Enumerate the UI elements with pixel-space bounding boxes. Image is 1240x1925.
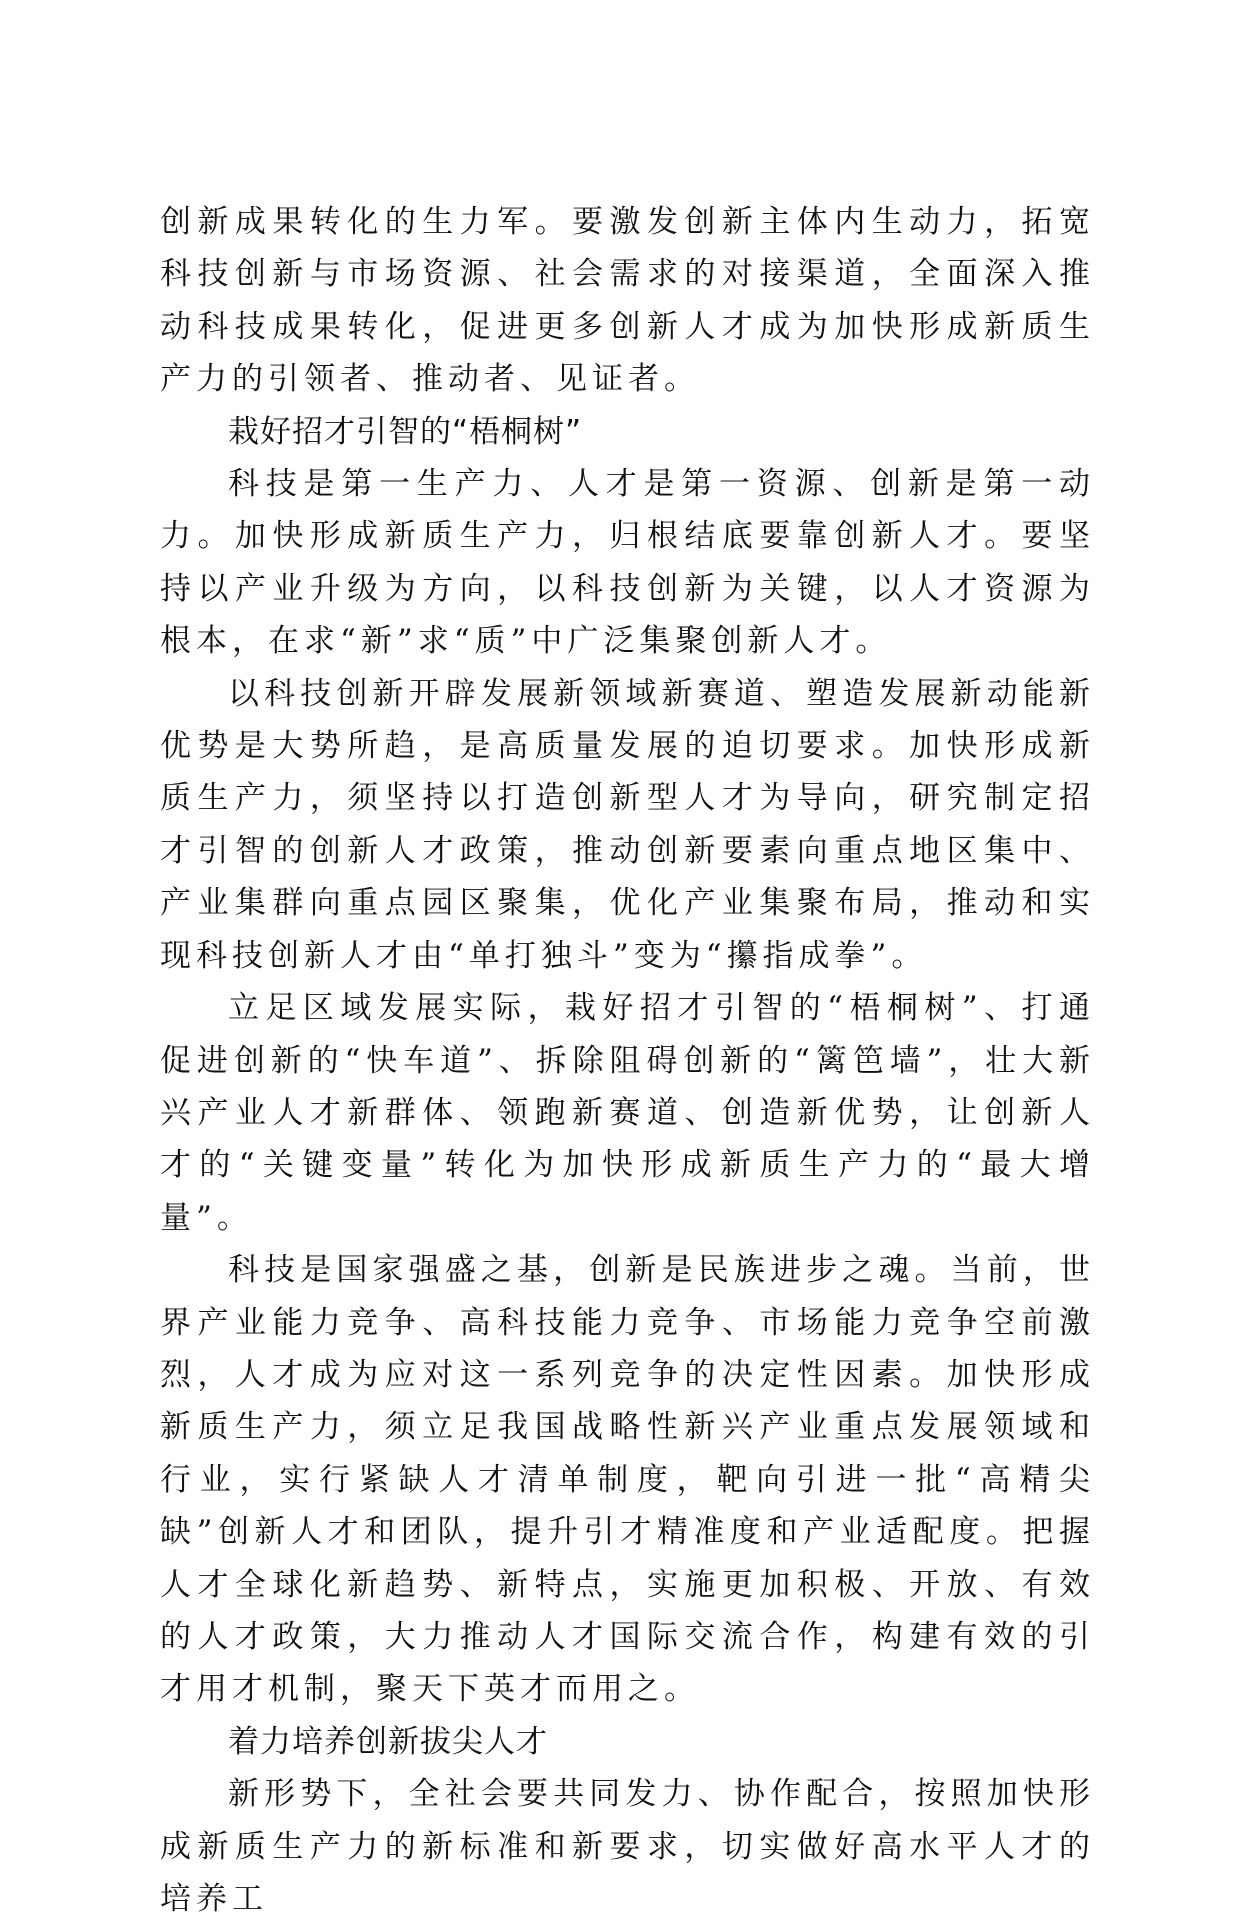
body-paragraph: 科技是国家强盛之基，创新是民族进步之魂。当前，世界产业能力竞争、高科技能力竞争、市场能力竞争空前激烈，人才成为应对这一系列竞争的决定性因素。加快形成新质生产力，须立足我国战略性新兴产业重点发展领域和行业，实行紧缺人才清单制度，靶向引进一批“高精尖缺”创新人才和团队，提升引才精准度和产业适配度。把握人才全球化新趋势、新特点，实施更加积极、开放、有效的人才政策，大力推动人才国际交流合作，构建有效的引才用才机制，聚天下英才而用之。: [160, 1252, 1095, 1708]
body-paragraph: 以科技创新开辟发展新领域新赛道、塑造发展新动能新优势是大势所趋，是高质量发展的迫切要求。加快形成新质生产力，须坚持以打造创新型人才为导向，研究制定招才引智的创新人才政策，推动创新要素向重点地区集中、产业集群向重点园区聚集，优化产业集聚布局，推动和实现科技创新人才由“单打独斗”变为“攥指成拳”。: [160, 675, 1095, 974]
body-paragraph: 创新成果转化的生力军。要激发创新主体内生动力，拓宽科技创新与市场资源、社会需求的对接渠道，全面深入推动科技成果转化，促进更多创新人才成为加快形成新质生产力的引领者、推动者、见证者。: [160, 204, 1095, 398]
section-heading: 栽好招才引智的“梧桐树”: [228, 413, 583, 450]
body-paragraph: 科技是第一生产力、人才是第一资源、创新是第一动力。加快形成新质生产力，归根结底要靠创新人才。要坚持以产业升级为方向，以科技创新为关键，以人才资源为根本，在求“新”求“质”中广泛集聚创新人才。: [160, 466, 1095, 660]
section-heading: 着力培养创新拔尖人才: [228, 1723, 548, 1760]
body-paragraph: 立足区域发展实际，栽好招才引智的“梧桐树”、打通促进创新的“快车道”、拆除阻碍创新的“篱笆墙”，壮大新兴产业人才新群体、领跑新赛道、创造新优势，让创新人才的“关键变量”转化为加快形成新质生产力的“最大增量”。: [160, 990, 1095, 1236]
document-page: [160, 196, 1095, 1925]
body-paragraph: 新形势下，全社会要共同发力、协作配合，按照加快形成新质生产力的新标准和新要求，切实做好高水平人才的培养工: [160, 1776, 1095, 1917]
